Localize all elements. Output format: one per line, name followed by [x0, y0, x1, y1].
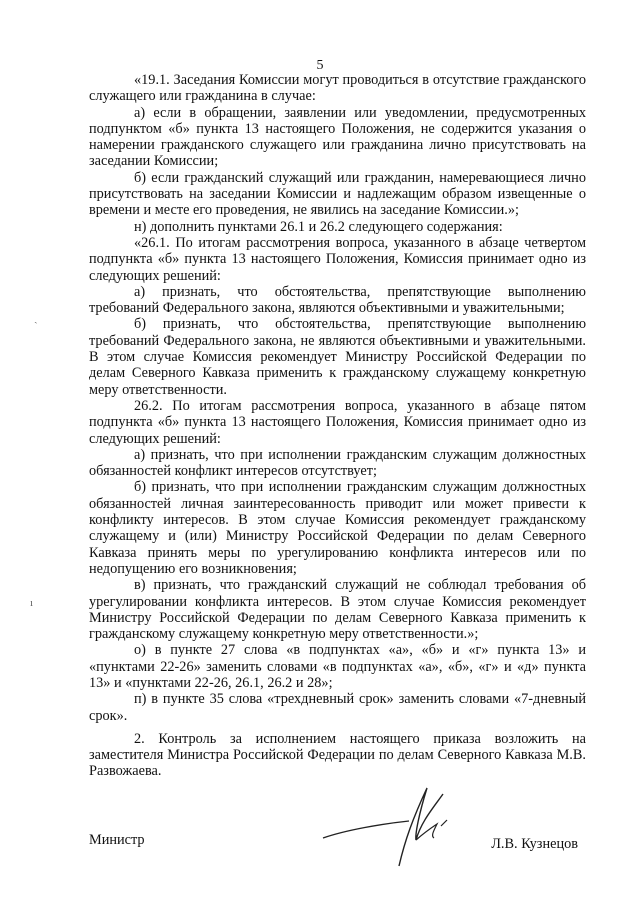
signatory-position: Министр — [89, 832, 145, 848]
paragraph-19-1-a: а) если в обращении, заявлении или уведомлении, предусмотренных подпунктом «б» пункта 13 настоящего Положения, не содержится указания о намерении гражданского служащего или гражданина лично присутствовать на заседании Комиссии; — [89, 104, 586, 170]
paragraph-n: н) дополнить пунктами 26.1 и 26.2 следующего содержания: — [134, 218, 503, 235]
paragraph-26-1: «26.1. По итогам рассмотрения вопроса, указанного в абзаце четвертом подпункта «б» пункта 13 настоящего Положения, Комиссия принимает одно из следующих решений: — [89, 234, 586, 284]
paragraph-o: о) в пункте 27 слова «в подпунктах «а», «б» и «г» пункта 13» и «пунктами 22-26» заменить словами «в подпунктах «а», «б», «г» и «д» пункта 13» и «пунктами 22-26, 26.1, 26.2 и 28»; — [89, 642, 586, 691]
margin-mark: ı — [30, 597, 34, 609]
document-body — [89, 72, 586, 780]
paragraph-26-1-b: б) признать, что обстоятельства, препятствующие выполнению требований Федерального закона, не являются объективными и уважительными. В этом случае Комиссия рекомендует Министру Российской Федерации по делам Северного Кавказа применить к гражданскому служащему конкретную меру ответственности. — [89, 316, 586, 398]
paragraph-26-2-a: а) признать, что при исполнении гражданским служащим должностных обязанностей конфликт интересов отсутствует; — [89, 446, 586, 480]
paragraph-26-2: 26.2. По итогам рассмотрения вопроса, указанного в абзаце пятом подпункта «б» пункта 13 настоящего Положения, Комиссия принимает одно из следующих решений: — [89, 397, 586, 447]
signature-block — [89, 826, 586, 876]
paragraph-2-control: 2. Контроль за исполнением настоящего приказа возложить на заместителя Министра Российской Федерации по делам Северного Кавказа М.В. Развожаева. — [89, 730, 586, 780]
paragraph-26-2-v: в) признать, что гражданский служащий не соблюдал требования об урегулировании конфликта интересов. В этом случае Комиссия рекомендует Министру Российской Федерации по делам Северного Кавказа применить к гражданскому служащему конкретную меру ответственности.»; — [89, 577, 586, 643]
handwritten-signature — [321, 780, 471, 870]
page-number: 5 — [316, 58, 324, 73]
paragraph-19-1: «19.1. Заседания Комиссии могут проводиться в отсутствие гражданского служащего или гражданина в случае: — [89, 72, 586, 105]
signatory-name: Л.В. Кузнецов — [491, 836, 578, 852]
paragraph-19-1-b: б) если гражданский служащий или гражданин, намеревающиеся лично присутствовать на заседании Комиссии и надлежащим образом извещенные о времени и месте его проведения, не явились на заседание Комиссии.»; — [89, 169, 586, 219]
paragraph-26-1-a: а) признать, что обстоятельства, препятствующие выполнению требований Федерального закона, являются объективными и уважительными; — [89, 283, 586, 317]
margin-mark: ˎ — [34, 312, 38, 324]
paragraph-p: п) в пункте 35 слова «трехдневный срок» заменить словами «7-дневный срок». — [89, 691, 586, 724]
paragraph-26-2-b: б) признать, что при исполнении гражданским служащим должностных обязанностей личная заинтересованность приводит или может привести к конфликту интересов. В этом случае Комиссия рекомендует гражданскому служащему и (или) Министру Российской Федерации по делам Северного Кавказа принять меры по урегулированию конфликта интересов или по недопущению его возникновения; — [89, 479, 586, 577]
